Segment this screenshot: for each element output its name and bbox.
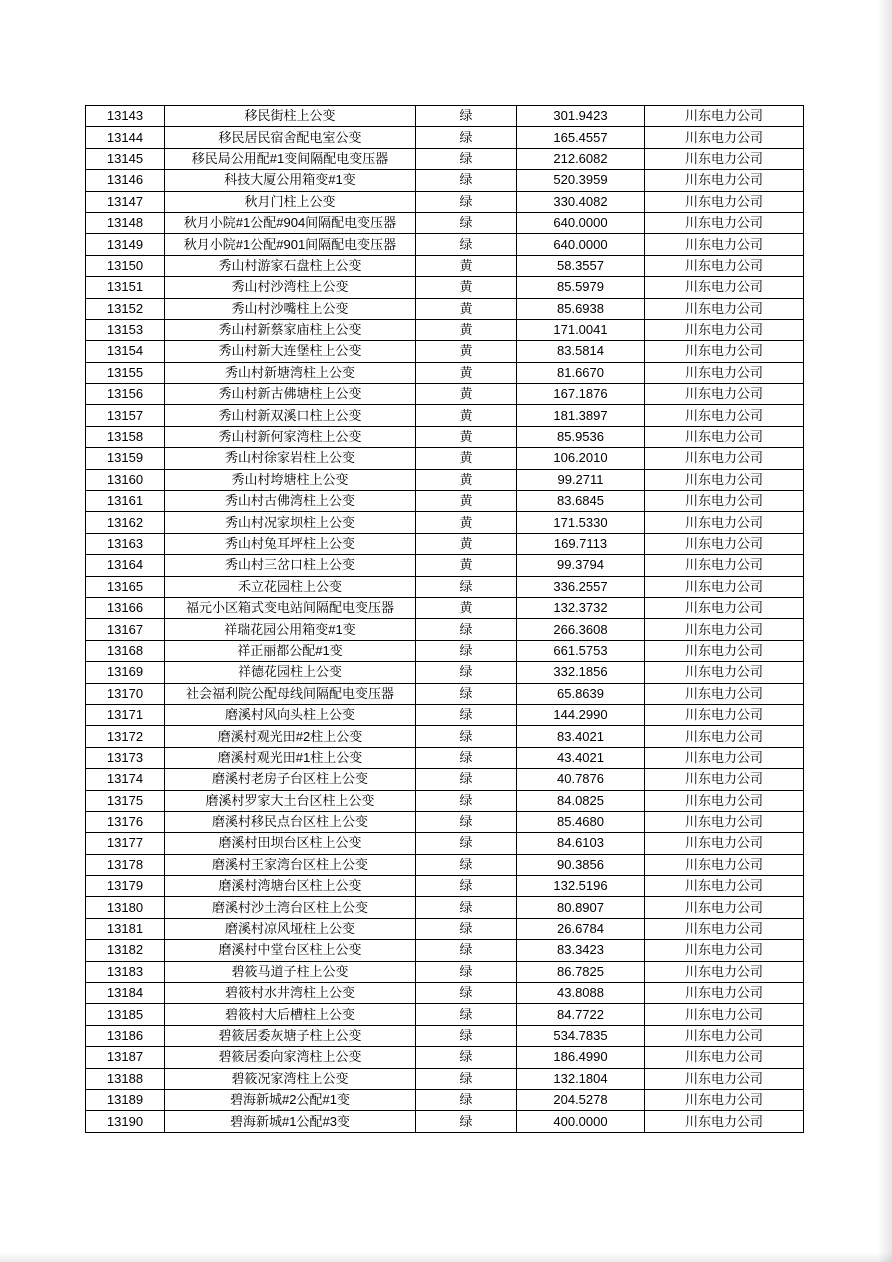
table-row — [86, 170, 804, 191]
cell-name: 磨溪村中堂台区柱上公变 — [165, 940, 416, 961]
cell-value: 84.6103 — [517, 833, 645, 854]
cell-value: 167.1876 — [517, 384, 645, 405]
cell-status: 黄 — [416, 512, 517, 533]
cell-status: 绿 — [416, 1025, 517, 1046]
cell-id: 13153 — [86, 319, 165, 340]
cell-value: 132.5196 — [517, 876, 645, 897]
cell-id: 13181 — [86, 918, 165, 939]
cell-status: 绿 — [416, 212, 517, 233]
table-row — [86, 469, 804, 490]
cell-status: 绿 — [416, 769, 517, 790]
cell-status: 绿 — [416, 234, 517, 255]
cell-status: 黄 — [416, 448, 517, 469]
cell-company: 川东电力公司 — [645, 704, 804, 725]
cell-value: 40.7876 — [517, 769, 645, 790]
cell-company: 川东电力公司 — [645, 576, 804, 597]
cell-company: 川东电力公司 — [645, 662, 804, 683]
cell-id: 13149 — [86, 234, 165, 255]
cell-id: 13186 — [86, 1025, 165, 1046]
cell-name: 祥正丽都公配#1变 — [165, 640, 416, 661]
cell-company: 川东电力公司 — [645, 234, 804, 255]
cell-company: 川东电力公司 — [645, 640, 804, 661]
cell-name: 秀山村新蔡家庙柱上公变 — [165, 319, 416, 340]
cell-company: 川东电力公司 — [645, 170, 804, 191]
table-row — [86, 640, 804, 661]
table-row — [86, 897, 804, 918]
cell-id: 13171 — [86, 704, 165, 725]
cell-company: 川东电力公司 — [645, 212, 804, 233]
cell-id: 13182 — [86, 940, 165, 961]
cell-status: 绿 — [416, 191, 517, 212]
cell-value: 144.2990 — [517, 704, 645, 725]
table-row — [86, 983, 804, 1004]
cell-value: 171.0041 — [517, 319, 645, 340]
cell-name: 秀山村沙嘴柱上公变 — [165, 298, 416, 319]
cell-name: 秀山村新双溪口柱上公变 — [165, 405, 416, 426]
cell-company: 川东电力公司 — [645, 127, 804, 148]
cell-value: 132.1804 — [517, 1068, 645, 1089]
cell-id: 13175 — [86, 790, 165, 811]
table-row — [86, 1111, 804, 1132]
cell-id: 13159 — [86, 448, 165, 469]
cell-id: 13150 — [86, 255, 165, 276]
cell-name: 磨溪村移民点台区柱上公变 — [165, 811, 416, 832]
cell-value: 165.4557 — [517, 127, 645, 148]
cell-company: 川东电力公司 — [645, 426, 804, 447]
cell-company: 川东电力公司 — [645, 940, 804, 961]
cell-id: 13178 — [86, 854, 165, 875]
cell-company: 川东电力公司 — [645, 491, 804, 512]
table-row — [86, 961, 804, 982]
cell-name: 磨溪村观光田#2柱上公变 — [165, 726, 416, 747]
cell-name: 秀山村古佛湾柱上公变 — [165, 491, 416, 512]
cell-status: 绿 — [416, 662, 517, 683]
table-row — [86, 854, 804, 875]
cell-value: 84.0825 — [517, 790, 645, 811]
cell-name: 磨溪村风向头柱上公变 — [165, 704, 416, 725]
cell-company: 川东电力公司 — [645, 769, 804, 790]
table-row — [86, 341, 804, 362]
cell-id: 13165 — [86, 576, 165, 597]
cell-status: 绿 — [416, 854, 517, 875]
cell-name: 秀山村兔耳坪柱上公变 — [165, 533, 416, 554]
cell-name: 磨溪村王家湾台区柱上公变 — [165, 854, 416, 875]
cell-company: 川东电力公司 — [645, 747, 804, 768]
cell-value: 85.5979 — [517, 277, 645, 298]
cell-value: 83.3423 — [517, 940, 645, 961]
table-row — [86, 747, 804, 768]
cell-value: 400.0000 — [517, 1111, 645, 1132]
cell-value: 26.6784 — [517, 918, 645, 939]
cell-value: 83.6845 — [517, 491, 645, 512]
cell-name: 科技大厦公用箱变#1变 — [165, 170, 416, 191]
cell-company: 川东电力公司 — [645, 191, 804, 212]
cell-id: 13185 — [86, 1004, 165, 1025]
cell-name: 秀山村沙湾柱上公变 — [165, 277, 416, 298]
cell-company: 川东电力公司 — [645, 255, 804, 276]
cell-status: 绿 — [416, 640, 517, 661]
cell-name: 移民居民宿舍配电室公变 — [165, 127, 416, 148]
cell-value: 186.4990 — [517, 1047, 645, 1068]
cell-id: 13156 — [86, 384, 165, 405]
cell-status: 黄 — [416, 533, 517, 554]
table-row — [86, 298, 804, 319]
cell-status: 黄 — [416, 384, 517, 405]
cell-id: 13146 — [86, 170, 165, 191]
cell-value: 85.4680 — [517, 811, 645, 832]
table-row — [86, 683, 804, 704]
table-row — [86, 127, 804, 148]
cell-name: 磨溪村凉风垭柱上公变 — [165, 918, 416, 939]
table-row — [86, 405, 804, 426]
cell-value: 169.7113 — [517, 533, 645, 554]
table-row — [86, 533, 804, 554]
cell-name: 磨溪村观光田#1柱上公变 — [165, 747, 416, 768]
cell-value: 534.7835 — [517, 1025, 645, 1046]
cell-company: 川东电力公司 — [645, 1025, 804, 1046]
cell-id: 13151 — [86, 277, 165, 298]
cell-id: 13168 — [86, 640, 165, 661]
cell-name: 磨溪村田坝台区柱上公变 — [165, 833, 416, 854]
cell-name: 碧筱村水井湾柱上公变 — [165, 983, 416, 1004]
cell-name: 社会福利院公配母线间隔配电变压器 — [165, 683, 416, 704]
cell-company: 川东电力公司 — [645, 1089, 804, 1110]
table-row — [86, 918, 804, 939]
cell-status: 绿 — [416, 106, 517, 127]
cell-id: 13169 — [86, 662, 165, 683]
table-row — [86, 876, 804, 897]
cell-company: 川东电力公司 — [645, 512, 804, 533]
cell-status: 绿 — [416, 1089, 517, 1110]
cell-status: 黄 — [416, 298, 517, 319]
cell-status: 绿 — [416, 704, 517, 725]
table-body — [86, 106, 804, 1133]
cell-id: 13161 — [86, 491, 165, 512]
cell-name: 移民局公用配#1变间隔配电变压器 — [165, 148, 416, 169]
cell-id: 13176 — [86, 811, 165, 832]
cell-value: 85.9536 — [517, 426, 645, 447]
table-row — [86, 106, 804, 127]
cell-name: 秀山村垮塘柱上公变 — [165, 469, 416, 490]
table-row — [86, 426, 804, 447]
cell-id: 13180 — [86, 897, 165, 918]
table-row — [86, 790, 804, 811]
cell-company: 川东电力公司 — [645, 106, 804, 127]
table-row — [86, 726, 804, 747]
table-row — [86, 212, 804, 233]
cell-company: 川东电力公司 — [645, 469, 804, 490]
cell-status: 绿 — [416, 961, 517, 982]
cell-status: 黄 — [416, 255, 517, 276]
table-row — [86, 597, 804, 618]
cell-name: 秀山村新何家湾柱上公变 — [165, 426, 416, 447]
cell-status: 绿 — [416, 576, 517, 597]
cell-company: 川东电力公司 — [645, 897, 804, 918]
cell-status: 绿 — [416, 619, 517, 640]
cell-id: 13166 — [86, 597, 165, 618]
cell-id: 13157 — [86, 405, 165, 426]
cell-company: 川东电力公司 — [645, 533, 804, 554]
cell-status: 绿 — [416, 1004, 517, 1025]
table-row — [86, 491, 804, 512]
table-container — [85, 105, 804, 1133]
cell-company: 川东电力公司 — [645, 362, 804, 383]
cell-status: 绿 — [416, 876, 517, 897]
table-row — [86, 811, 804, 832]
cell-value: 85.6938 — [517, 298, 645, 319]
table-row — [86, 255, 804, 276]
cell-name: 福元小区箱式变电站间隔配电变压器 — [165, 597, 416, 618]
cell-value: 99.3794 — [517, 555, 645, 576]
cell-company: 川东电力公司 — [645, 277, 804, 298]
cell-status: 黄 — [416, 341, 517, 362]
transformer-table — [85, 105, 804, 1133]
cell-company: 川东电力公司 — [645, 1047, 804, 1068]
cell-value: 106.2010 — [517, 448, 645, 469]
cell-company: 川东电力公司 — [645, 319, 804, 340]
cell-value: 212.6082 — [517, 148, 645, 169]
cell-id: 13188 — [86, 1068, 165, 1089]
cell-status: 黄 — [416, 277, 517, 298]
cell-company: 川东电力公司 — [645, 876, 804, 897]
cell-company: 川东电力公司 — [645, 148, 804, 169]
cell-name: 磨溪村湾塘台区柱上公变 — [165, 876, 416, 897]
cell-name: 碧筱村大后槽柱上公变 — [165, 1004, 416, 1025]
cell-value: 332.1856 — [517, 662, 645, 683]
cell-status: 绿 — [416, 1111, 517, 1132]
table-row — [86, 704, 804, 725]
cell-value: 43.8088 — [517, 983, 645, 1004]
cell-value: 266.3608 — [517, 619, 645, 640]
cell-value: 661.5753 — [517, 640, 645, 661]
cell-value: 181.3897 — [517, 405, 645, 426]
cell-id: 13163 — [86, 533, 165, 554]
cell-status: 绿 — [416, 148, 517, 169]
cell-value: 640.0000 — [517, 234, 645, 255]
cell-status: 绿 — [416, 726, 517, 747]
cell-status: 绿 — [416, 983, 517, 1004]
table-row — [86, 384, 804, 405]
cell-id: 13155 — [86, 362, 165, 383]
cell-id: 13190 — [86, 1111, 165, 1132]
cell-value: 43.4021 — [517, 747, 645, 768]
cell-company: 川东电力公司 — [645, 1111, 804, 1132]
cell-status: 绿 — [416, 811, 517, 832]
cell-name: 秀山村游家石盘柱上公变 — [165, 255, 416, 276]
cell-status: 绿 — [416, 1068, 517, 1089]
cell-company: 川东电力公司 — [645, 405, 804, 426]
cell-status: 绿 — [416, 833, 517, 854]
cell-name: 碧筱况家湾柱上公变 — [165, 1068, 416, 1089]
cell-id: 13174 — [86, 769, 165, 790]
page-edge-shadow-bottom — [0, 1252, 892, 1262]
cell-status: 绿 — [416, 683, 517, 704]
cell-value: 301.9423 — [517, 106, 645, 127]
cell-company: 川东电力公司 — [645, 811, 804, 832]
cell-status: 绿 — [416, 1047, 517, 1068]
cell-value: 65.8639 — [517, 683, 645, 704]
cell-company: 川东电力公司 — [645, 597, 804, 618]
cell-name: 秋月门柱上公变 — [165, 191, 416, 212]
cell-id: 13184 — [86, 983, 165, 1004]
cell-value: 132.3732 — [517, 597, 645, 618]
table-row — [86, 662, 804, 683]
cell-status: 绿 — [416, 127, 517, 148]
cell-name: 碧筱居委灰塘子柱上公变 — [165, 1025, 416, 1046]
cell-company: 川东电力公司 — [645, 555, 804, 576]
table-row — [86, 1025, 804, 1046]
cell-value: 520.3959 — [517, 170, 645, 191]
table-row — [86, 1089, 804, 1110]
cell-id: 13143 — [86, 106, 165, 127]
cell-value: 58.3557 — [517, 255, 645, 276]
cell-company: 川东电力公司 — [645, 1068, 804, 1089]
cell-company: 川东电力公司 — [645, 1004, 804, 1025]
cell-value: 330.4082 — [517, 191, 645, 212]
cell-name: 磨溪村老房子台区柱上公变 — [165, 769, 416, 790]
cell-name: 碧海新城#1公配#3变 — [165, 1111, 416, 1132]
cell-id: 13177 — [86, 833, 165, 854]
cell-company: 川东电力公司 — [645, 918, 804, 939]
table-row — [86, 319, 804, 340]
table-row — [86, 277, 804, 298]
cell-status: 绿 — [416, 790, 517, 811]
cell-id: 13152 — [86, 298, 165, 319]
cell-id: 13172 — [86, 726, 165, 747]
cell-company: 川东电力公司 — [645, 619, 804, 640]
cell-company: 川东电力公司 — [645, 833, 804, 854]
cell-company: 川东电力公司 — [645, 448, 804, 469]
cell-company: 川东电力公司 — [645, 384, 804, 405]
cell-id: 13179 — [86, 876, 165, 897]
cell-name: 秀山村新大连堡柱上公变 — [165, 341, 416, 362]
cell-id: 13183 — [86, 961, 165, 982]
cell-id: 13160 — [86, 469, 165, 490]
table-row — [86, 1004, 804, 1025]
cell-value: 80.8907 — [517, 897, 645, 918]
cell-name: 祥德花园柱上公变 — [165, 662, 416, 683]
cell-company: 川东电力公司 — [645, 854, 804, 875]
table-row — [86, 833, 804, 854]
cell-name: 碧筱居委向家湾柱上公变 — [165, 1047, 416, 1068]
cell-company: 川东电力公司 — [645, 961, 804, 982]
cell-value: 171.5330 — [517, 512, 645, 533]
table-row — [86, 1047, 804, 1068]
cell-name: 磨溪村沙土湾台区柱上公变 — [165, 897, 416, 918]
cell-id: 13162 — [86, 512, 165, 533]
table-row — [86, 1068, 804, 1089]
cell-company: 川东电力公司 — [645, 341, 804, 362]
cell-value: 81.6670 — [517, 362, 645, 383]
cell-status: 绿 — [416, 897, 517, 918]
cell-name: 秀山村徐家岩柱上公变 — [165, 448, 416, 469]
cell-status: 绿 — [416, 170, 517, 191]
cell-id: 13167 — [86, 619, 165, 640]
table-row — [86, 362, 804, 383]
cell-id: 13158 — [86, 426, 165, 447]
cell-name: 祥瑞花园公用箱变#1变 — [165, 619, 416, 640]
cell-name: 磨溪村罗家大土台区柱上公变 — [165, 790, 416, 811]
cell-id: 13164 — [86, 555, 165, 576]
cell-status: 绿 — [416, 747, 517, 768]
cell-value: 336.2557 — [517, 576, 645, 597]
cell-name: 碧海新城#2公配#1变 — [165, 1089, 416, 1110]
cell-company: 川东电力公司 — [645, 790, 804, 811]
cell-value: 83.5814 — [517, 341, 645, 362]
cell-name: 禾立花园柱上公变 — [165, 576, 416, 597]
cell-value: 99.2711 — [517, 469, 645, 490]
cell-status: 黄 — [416, 491, 517, 512]
cell-company: 川东电力公司 — [645, 726, 804, 747]
page-edge-shadow-right — [878, 0, 892, 1262]
cell-id: 13187 — [86, 1047, 165, 1068]
cell-id: 13173 — [86, 747, 165, 768]
table-row — [86, 940, 804, 961]
cell-id: 13154 — [86, 341, 165, 362]
cell-value: 90.3856 — [517, 854, 645, 875]
cell-name: 秋月小院#1公配#901间隔配电变压器 — [165, 234, 416, 255]
cell-name: 秋月小院#1公配#904间隔配电变压器 — [165, 212, 416, 233]
cell-value: 640.0000 — [517, 212, 645, 233]
cell-value: 83.4021 — [517, 726, 645, 747]
table-row — [86, 191, 804, 212]
cell-value: 86.7825 — [517, 961, 645, 982]
cell-id: 13147 — [86, 191, 165, 212]
cell-company: 川东电力公司 — [645, 683, 804, 704]
cell-company: 川东电力公司 — [645, 298, 804, 319]
table-row — [86, 576, 804, 597]
cell-status: 黄 — [416, 426, 517, 447]
table-row — [86, 555, 804, 576]
cell-status: 黄 — [416, 469, 517, 490]
cell-status: 黄 — [416, 597, 517, 618]
table-row — [86, 619, 804, 640]
table-row — [86, 769, 804, 790]
cell-name: 移民街柱上公变 — [165, 106, 416, 127]
cell-status: 黄 — [416, 319, 517, 340]
cell-name: 碧筱马道子柱上公变 — [165, 961, 416, 982]
table-row — [86, 448, 804, 469]
cell-name: 秀山村况家坝柱上公变 — [165, 512, 416, 533]
cell-id: 13145 — [86, 148, 165, 169]
table-row — [86, 234, 804, 255]
cell-name: 秀山村新塘湾柱上公变 — [165, 362, 416, 383]
cell-status: 绿 — [416, 940, 517, 961]
cell-status: 黄 — [416, 405, 517, 426]
cell-status: 绿 — [416, 918, 517, 939]
cell-name: 秀山村三岔口柱上公变 — [165, 555, 416, 576]
cell-status: 黄 — [416, 362, 517, 383]
cell-id: 13148 — [86, 212, 165, 233]
cell-id: 13144 — [86, 127, 165, 148]
table-row — [86, 148, 804, 169]
cell-value: 204.5278 — [517, 1089, 645, 1110]
cell-name: 秀山村新古佛塘柱上公变 — [165, 384, 416, 405]
cell-status: 黄 — [416, 555, 517, 576]
cell-id: 13170 — [86, 683, 165, 704]
cell-id: 13189 — [86, 1089, 165, 1110]
cell-company: 川东电力公司 — [645, 983, 804, 1004]
table-row — [86, 512, 804, 533]
cell-value: 84.7722 — [517, 1004, 645, 1025]
